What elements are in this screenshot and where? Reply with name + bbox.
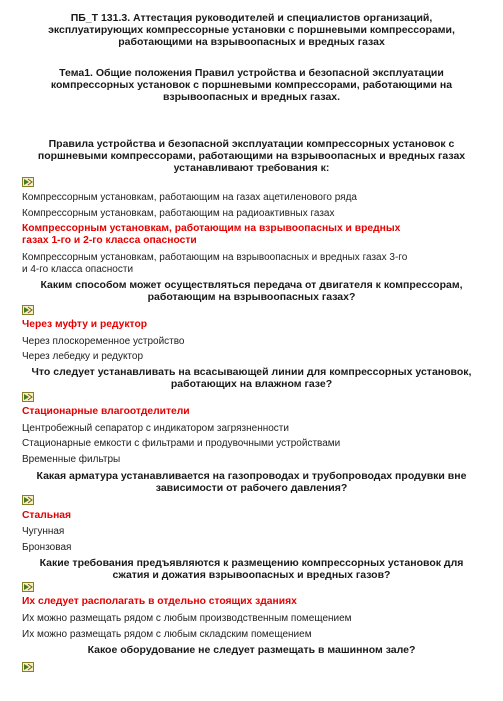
question-text [14, 366, 489, 390]
question-line: Что следует устанавливать на всасывающей линии для компрессорных установок, [31, 366, 472, 378]
answer-option[interactable]: Их можно размещать рядом с любым складским помещением [22, 629, 312, 640]
answer-option[interactable]: Бронзовая [22, 542, 72, 553]
question-text [14, 644, 489, 656]
answer-toggle-icon[interactable] [22, 495, 34, 505]
answer-option[interactable]: Через плоскоременное устройство [22, 336, 185, 347]
answer-option-correct[interactable]: Стальная [22, 510, 72, 521]
title-line: ПБ_Т 131.3. Аттестация руководителей и специалистов организаций, [70, 12, 433, 24]
question-line: Каким способом может осуществляться передача от двигателя к компрессорам, [40, 279, 463, 291]
question-line: Какая арматура устанавливается на газопроводах и трубопроводах продувки вне [36, 470, 467, 482]
topic-heading [10, 67, 493, 103]
question-line: Какие требования предъявляются к размещению компрессорных установок для [39, 557, 464, 569]
answer-option[interactable]: Компрессорным установкам, работающим на взрывоопасных и вредных газах 3-го и 4-го класса опасности [22, 252, 408, 275]
topic-line: взрывоопасных и вредных газах. [162, 91, 341, 103]
answer-toggle-icon[interactable] [22, 392, 34, 402]
answer-toggle-icon[interactable] [22, 662, 34, 672]
question-text [14, 279, 489, 303]
question-line: зависимости от рабочего давления? [155, 482, 348, 494]
answer-option[interactable]: Стационарные емкости с фильтрами и продувочными устройствами [22, 438, 341, 449]
title-line: эксплуатирующих компрессорные установки с поршневыми компрессорами, [48, 24, 455, 36]
topic-line: компрессорных установок с поршневыми компрессорами, работающими на [50, 79, 453, 91]
topic-line: Тема1. Общие положения Правил устройства и безопасной эксплуатации [59, 67, 444, 79]
answer-option-correct[interactable]: Через муфту и редуктор [22, 319, 148, 330]
answer-option[interactable]: Через лебедку и редуктор [22, 351, 144, 362]
answer-toggle-icon[interactable] [22, 177, 34, 187]
answer-toggle-icon[interactable] [22, 305, 34, 315]
question-line: устанавливают требования к: [173, 162, 330, 174]
answer-option[interactable]: Компрессорным установкам, работающим на газах ацетиленового ряда [22, 192, 357, 203]
answer-option[interactable]: Временные фильтры [22, 454, 121, 465]
answer-toggle-icon[interactable] [22, 582, 34, 592]
question-line: работающих на влажном газе? [170, 378, 333, 390]
question-text [14, 470, 489, 494]
answer-option-correct[interactable]: Их следует располагать в отдельно стоящих зданиях [22, 596, 297, 607]
question-line: Какое оборудование не следует размещать в машинном зале? [87, 644, 416, 656]
document-title [10, 12, 493, 48]
answer-option[interactable]: Их можно размещать рядом с любым производственным помещением [22, 613, 352, 624]
answer-option[interactable]: Компрессорным установкам, работающим на радиоактивных газах [22, 208, 335, 219]
question-line: Правила устройства и безопасной эксплуатации компрессорных установок с [48, 138, 455, 150]
answer-option[interactable]: Центробежный сепаратор с индикатором загрязненности [22, 423, 289, 434]
question-line: сжатия и дожатия взрывоопасных и вредных газов? [112, 569, 391, 581]
question-text [14, 557, 489, 581]
answer-option-correct[interactable]: Стационарные влагоотделители [22, 406, 190, 417]
answer-option[interactable]: Чугунная [22, 526, 65, 537]
answer-option-correct[interactable]: Компрессорным установкам, работающим на взрывоопасных и вредных газах 1-го и 2-го класса опасности [22, 223, 401, 246]
question-line: работающим на взрывоопасных газах? [147, 291, 356, 303]
question-line: поршневыми компрессорами, работающими на взрывоопасных и вредных газах [37, 150, 466, 162]
question-text [14, 138, 489, 174]
title-line: работающими на взрывоопасных и вредных газах [118, 36, 385, 48]
